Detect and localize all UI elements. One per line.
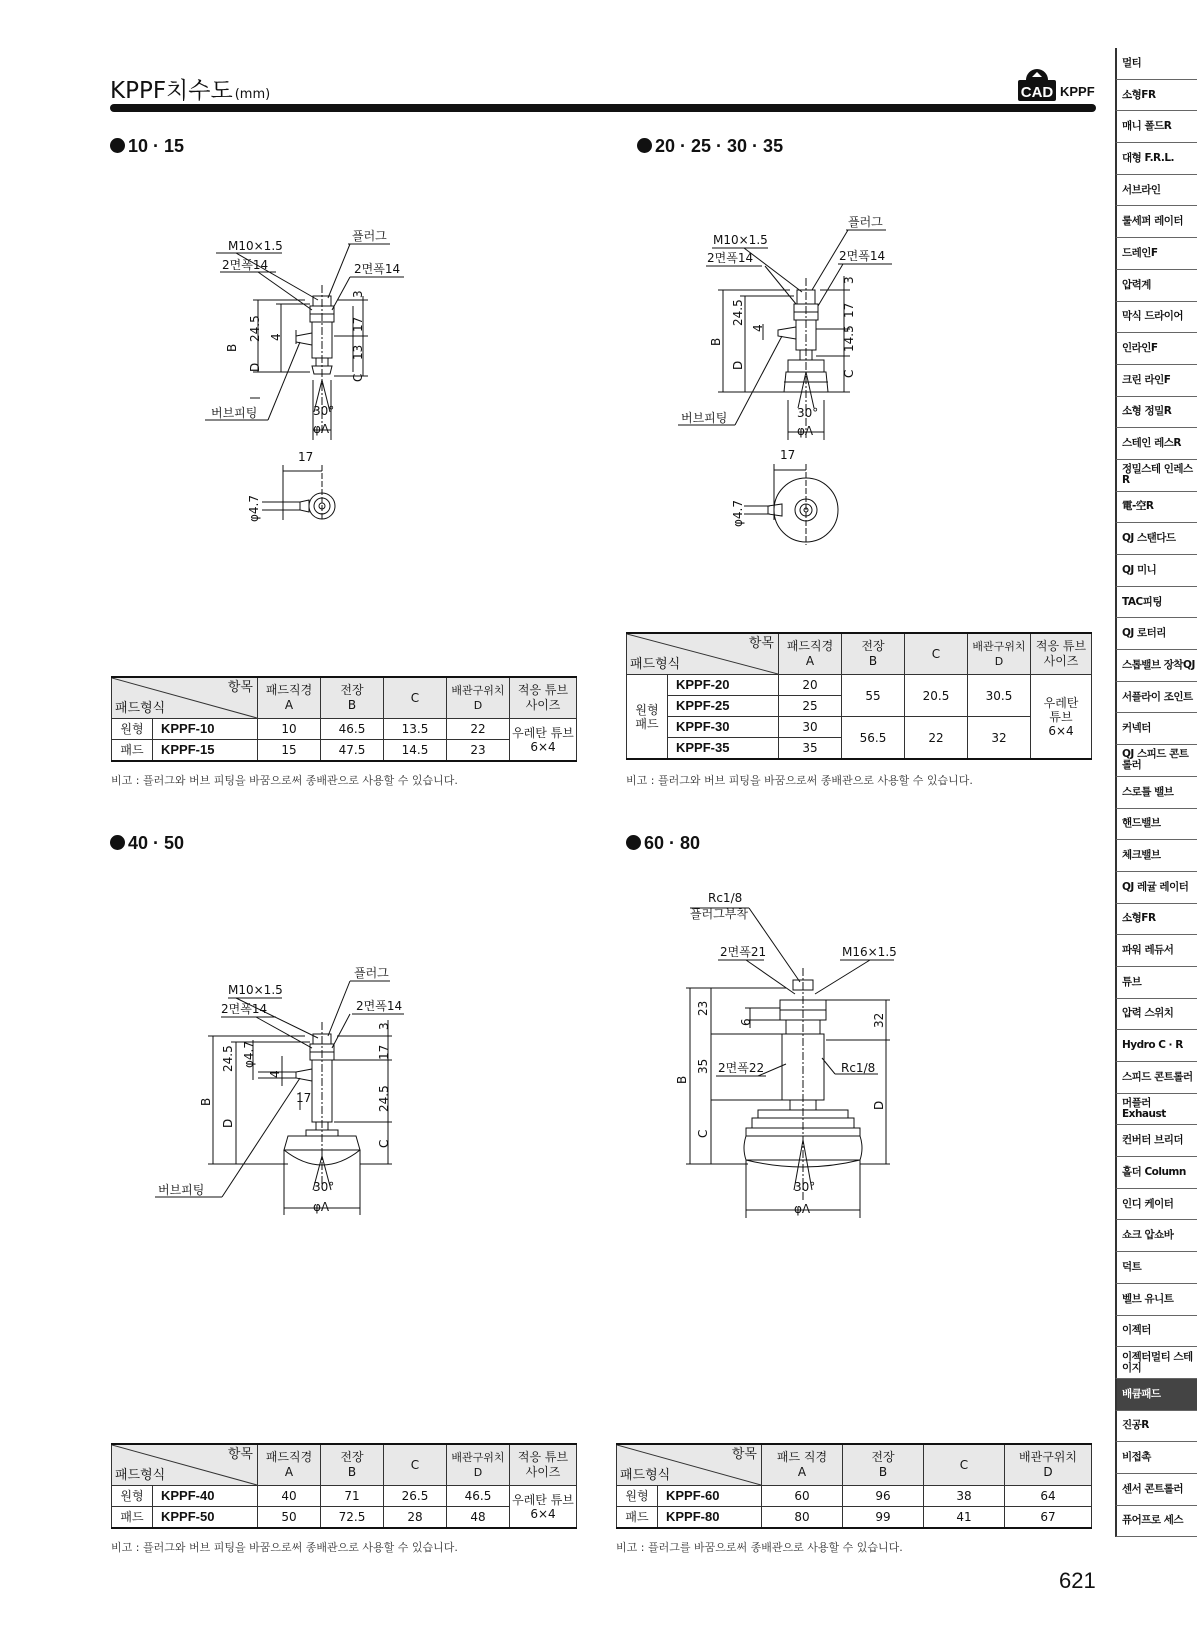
group-label: 원형 [112, 1486, 153, 1507]
cell: 96 [843, 1486, 924, 1507]
sidebar-item[interactable]: 룰세퍼 레이터 [1115, 206, 1197, 238]
section-title-2 [637, 136, 783, 157]
d1-c: C [351, 373, 365, 382]
d2-fitting: 버브피팅 [681, 411, 728, 425]
d3-b: B [199, 1097, 213, 1106]
d4-phiA: φA [794, 1202, 811, 1216]
table-header-row [112, 677, 577, 719]
note-4: 비고 : 플러그를 바꿈으로써 종배관으로 사용할 수 있습니다. [616, 1541, 903, 1554]
d3-v17: 17 [377, 1044, 391, 1060]
d4-rc-side: Rc1/8 [841, 1061, 876, 1075]
cell: 13.5 [384, 719, 447, 740]
spec-table-40-50 [111, 1443, 577, 1529]
d1-v17: 17 [351, 316, 365, 332]
col-d: 배관구위치 D [1005, 1444, 1092, 1486]
sidebar-item[interactable]: QJ 레귤 레이터 [1115, 872, 1197, 904]
table-row [627, 717, 1092, 738]
sidebar-item[interactable]: 핸드밸브 [1115, 809, 1197, 841]
sidebar-item[interactable]: 멀티 [1115, 48, 1197, 80]
sidebar-item[interactable]: 대형 F.R.L. [1115, 143, 1197, 175]
table-header-row [112, 1444, 577, 1486]
d3-plug: 플러그 [354, 966, 389, 980]
col-tube: 적응 튜브 사이즈 [510, 677, 577, 719]
sidebar-item[interactable]: 서플라이 조인트 [1115, 682, 1197, 714]
d2-v4: 4 [751, 324, 765, 332]
title-unit: (mm) [234, 87, 271, 102]
col-c: C [384, 677, 447, 719]
cell: 48 [447, 1507, 510, 1529]
model-cell: KPPF-30 [668, 717, 779, 738]
d3-d: D [221, 1118, 235, 1128]
header-diagonal [627, 633, 779, 675]
d4-c: C [696, 1129, 710, 1138]
cell: 23 [447, 740, 510, 762]
d1-v4: 4 [269, 333, 283, 341]
tube-cell: 우레탄 튜브 6×4 [510, 719, 577, 762]
d3-v4: 4 [268, 1070, 282, 1078]
cell: 47.5 [321, 740, 384, 762]
d3-phi47: φ4.7 [242, 1041, 256, 1068]
sidebar-item[interactable]: 소형 정밀R [1115, 397, 1197, 429]
table-row [617, 1507, 1092, 1529]
d1-v13: 13 [351, 344, 365, 360]
cell: 41 [924, 1507, 1005, 1529]
header-type: 패드형식 [115, 1468, 166, 1483]
d1-phi47: φ4.7 [247, 495, 261, 522]
col-b: 전장 B [842, 633, 905, 675]
table-header-row [627, 633, 1092, 675]
sidebar-item[interactable]: 압력계 [1115, 270, 1197, 302]
header-rule [110, 104, 1096, 112]
sidebar-item[interactable]: 머플러 Exhaust [1115, 1094, 1197, 1126]
sidebar-item[interactable]: 이젝터멀티 스테이지 [1115, 1347, 1197, 1379]
sidebar-item[interactable]: 電-空R [1115, 492, 1197, 524]
cell: 14.5 [384, 740, 447, 762]
group-label: 원형 [617, 1486, 658, 1507]
d3-c: C [377, 1139, 391, 1148]
cell: 56.5 [842, 717, 905, 760]
col-d: 배관구위치 D [447, 1444, 510, 1486]
sidebar-item[interactable]: QJ 스피드 콘트롤러 [1115, 745, 1197, 777]
header-diagonal [112, 1444, 258, 1486]
header-item: 항목 [748, 636, 774, 651]
d3-fitting: 버브피팅 [158, 1183, 205, 1197]
table-row [112, 740, 577, 762]
section-label: 10 · 15 [128, 136, 185, 156]
category-sidebar [1115, 48, 1197, 1537]
d2-w17: 17 [780, 448, 796, 462]
d1-plug: 플러그 [352, 229, 387, 243]
d4-d: D [872, 1100, 886, 1110]
col-a: 패드직경 A [258, 677, 321, 719]
d4-v23: 23 [696, 1000, 710, 1016]
d2-phiA: φA [797, 424, 814, 438]
cell: 67 [1005, 1507, 1092, 1529]
sidebar-item[interactable]: 서브라인 [1115, 175, 1197, 207]
d4-plug-att: 플러그부착 [690, 907, 748, 921]
table-header-row [617, 1444, 1092, 1486]
d3-hex1: 2면폭14 [221, 1002, 268, 1016]
d4-hex21: 2면폭21 [720, 945, 767, 959]
sidebar-item[interactable]: 크린 라인F [1115, 365, 1197, 397]
d3-phiA: φA [313, 1200, 330, 1214]
model-cell: KPPF-60 [658, 1486, 762, 1507]
sidebar-item[interactable]: 정밀스테 인레스R [1115, 460, 1197, 492]
sidebar-item[interactable]: QJ 스탠다드 [1115, 523, 1197, 555]
sidebar-item[interactable]: 소형FR [1115, 904, 1197, 936]
cell: 72.5 [321, 1507, 384, 1529]
cell: 30 [779, 717, 842, 738]
spec-table-60-80 [616, 1443, 1092, 1529]
d1-hex2: 2면폭14 [354, 262, 401, 276]
cad-label: CAD [1020, 84, 1054, 101]
sidebar-item[interactable]: TAC피팅 [1115, 587, 1197, 619]
model-label: KPPF [1060, 84, 1095, 99]
col-c: C [905, 633, 968, 675]
sidebar-item[interactable]: 파워 레듀서 [1115, 935, 1197, 967]
sidebar-item[interactable]: 진공R [1115, 1411, 1197, 1443]
d4-v32: 32 [872, 1012, 886, 1028]
d1-v245: 24.5 [248, 315, 262, 342]
header-type: 패드형식 [630, 657, 681, 672]
group-label: 원형 패드 [627, 675, 668, 760]
sidebar-item[interactable]: QJ 미니 [1115, 555, 1197, 587]
group-label: 패드 [617, 1507, 658, 1529]
model-cell: KPPF-40 [153, 1486, 258, 1507]
note-2: 비고 : 플러그와 버브 피팅을 바꿈으로써 종배관으로 사용할 수 있습니다. [626, 774, 973, 787]
note-1: 비고 : 플러그와 버브 피팅을 바꿈으로써 종배관으로 사용할 수 있습니다. [111, 774, 458, 787]
d1-fitting: 버브피팅 [211, 406, 258, 420]
section-label: 40 · 50 [128, 833, 185, 853]
col-a: 패드직경 A [258, 1444, 321, 1486]
sidebar-item[interactable]: 매니 폴드R [1115, 111, 1197, 143]
header-item: 항목 [227, 680, 253, 695]
cell: 64 [1005, 1486, 1092, 1507]
d1-hex1: 2면폭14 [222, 258, 269, 272]
d3-v17b: 17 [296, 1091, 312, 1105]
cell: 10 [258, 719, 321, 740]
cell: 25 [779, 696, 842, 717]
cell: 99 [843, 1507, 924, 1529]
spec-table-20-35 [626, 632, 1092, 760]
d2-plug: 플러그 [848, 215, 883, 229]
d1-thread: M10×1.5 [228, 239, 283, 253]
d3-thread: M10×1.5 [228, 983, 283, 997]
cell: 26.5 [384, 1486, 447, 1507]
sidebar-item[interactable]: 센서 콘트롤러 [1115, 1474, 1197, 1506]
cell: 60 [762, 1486, 843, 1507]
sidebar-item[interactable]: QJ 로터리 [1115, 618, 1197, 650]
sidebar-item[interactable]: 스피드 콘트롤러 [1115, 1062, 1197, 1094]
page-title [110, 72, 270, 105]
header-diagonal [112, 677, 258, 719]
d2-phi47: φ4.7 [731, 500, 745, 527]
col-a: 패드 직경 A [762, 1444, 843, 1486]
section-label: 20 · 25 · 30 · 35 [655, 136, 784, 156]
d3-v3: 3 [377, 1022, 391, 1030]
header-diagonal [617, 1444, 762, 1486]
d1-d: D [248, 362, 262, 372]
cell: 50 [258, 1507, 321, 1529]
cell: 20.5 [905, 675, 968, 717]
d2-hex2: 2면폭14 [839, 249, 886, 263]
sidebar-item[interactable]: Hydro C · R [1115, 1030, 1197, 1062]
d4-v6: 6 [739, 1018, 753, 1026]
sidebar-item[interactable]: 드레인F [1115, 238, 1197, 270]
bullet-icon [637, 138, 652, 153]
section-title-3 [110, 833, 184, 854]
cell: 55 [842, 675, 905, 717]
cell: 38 [924, 1486, 1005, 1507]
sidebar-item[interactable]: 소형FR [1115, 80, 1197, 112]
section-title-4 [626, 833, 700, 854]
tube-cell: 우레탄 튜브 6×4 [510, 1486, 577, 1529]
sidebar-item[interactable]: 컨버터 브리더 [1115, 1125, 1197, 1157]
d2-b: B [709, 337, 723, 346]
group-label: 패드 [112, 740, 153, 762]
d4-angle: 30° [794, 1180, 816, 1194]
d1-w17: 17 [298, 450, 314, 464]
col-c: C [384, 1444, 447, 1486]
table-row [112, 1507, 577, 1529]
model-cell: KPPF-50 [153, 1507, 258, 1529]
cell: 46.5 [321, 719, 384, 740]
col-d: 배관구위치 D [968, 633, 1031, 675]
sidebar-item[interactable]: 튜브 [1115, 967, 1197, 999]
d4-thread: M16×1.5 [842, 945, 897, 959]
sidebar-item[interactable]: 인디 케이터 [1115, 1189, 1197, 1221]
cell: 28 [384, 1507, 447, 1529]
cell: 35 [779, 738, 842, 760]
cell: 20 [779, 675, 842, 696]
d4-v35: 35 [696, 1058, 710, 1074]
col-tube: 적응 튜브 사이즈 [510, 1444, 577, 1486]
sidebar-item[interactable]: 덕트 [1115, 1252, 1197, 1284]
sidebar-item[interactable]: 커넥터 [1115, 713, 1197, 745]
cell: 71 [321, 1486, 384, 1507]
d4-rc-top: Rc1/8 [708, 891, 743, 905]
title-text: KPPF치수도 [110, 78, 233, 104]
group-label: 패드 [112, 1507, 153, 1529]
sidebar-item[interactable]: 홀더 Column [1115, 1157, 1197, 1189]
d3-hex2: 2면폭14 [356, 999, 403, 1013]
d3-v245b: 24.5 [377, 1085, 391, 1112]
sidebar-item[interactable]: 압력 스위치 [1115, 999, 1197, 1031]
col-b: 전장 B [321, 677, 384, 719]
page-number: 621 [1059, 1568, 1096, 1593]
sidebar-item[interactable]: 스로틀 밸브 [1115, 777, 1197, 809]
bullet-icon [110, 138, 125, 153]
cell: 46.5 [447, 1486, 510, 1507]
col-c: C [924, 1444, 1005, 1486]
d3-angle: 30° [313, 1180, 335, 1194]
d1-v3: 3 [351, 290, 365, 298]
cell: 80 [762, 1507, 843, 1529]
header-item: 항목 [227, 1447, 253, 1462]
d1-b: B [225, 343, 239, 352]
cell: 22 [447, 719, 510, 740]
d2-angle: 30° [797, 406, 819, 420]
spec-table-10-15 [111, 676, 577, 762]
d3-v245: 24.5 [221, 1045, 235, 1072]
sidebar-item[interactable]: 쇼크 압쇼바 [1115, 1220, 1197, 1252]
sidebar-item[interactable]: 벨브 유니트 [1115, 1284, 1197, 1316]
table-row [627, 675, 1092, 696]
table-row [617, 1486, 1092, 1507]
d2-hex1: 2면폭14 [707, 251, 754, 265]
d1-phiA: φA [313, 422, 330, 436]
model-cell: KPPF-35 [668, 738, 779, 760]
sidebar-item[interactable]: 스테인 레스R [1115, 428, 1197, 460]
model-cell: KPPF-80 [658, 1507, 762, 1529]
col-a: 패드직경 A [779, 633, 842, 675]
table-row [112, 719, 577, 740]
d2-v145: 14.5 [842, 325, 856, 352]
bullet-icon [110, 835, 125, 850]
sidebar-item[interactable]: 배큠패드 [1115, 1379, 1197, 1411]
d2-v3: 3 [842, 276, 856, 284]
cad-icon[interactable] [1018, 66, 1056, 101]
model-cell: KPPF-20 [668, 675, 779, 696]
bullet-icon [626, 835, 641, 850]
d2-c: C [842, 369, 856, 378]
model-cell: KPPF-25 [668, 696, 779, 717]
col-tube: 적응 튜브 사이즈 [1031, 633, 1092, 675]
cell: 40 [258, 1486, 321, 1507]
d4-b: B [675, 1075, 689, 1084]
cell: 32 [968, 717, 1031, 760]
d2-d: D [731, 360, 745, 370]
model-cell: KPPF-10 [153, 719, 258, 740]
header-item: 항목 [731, 1447, 757, 1462]
d1-angle: 30° [313, 404, 335, 418]
model-cell: KPPF-15 [153, 740, 258, 762]
cell: 30.5 [968, 675, 1031, 717]
col-b: 전장 B [321, 1444, 384, 1486]
d2-v17: 17 [842, 302, 856, 318]
sidebar-item[interactable]: 막식 드라이어 [1115, 302, 1197, 334]
sidebar-item[interactable]: 체크밸브 [1115, 840, 1197, 872]
group-label: 원형 [112, 719, 153, 740]
sidebar-item[interactable]: 스톱밸브 장착QJ [1115, 650, 1197, 682]
note-3: 비고 : 플러그와 버브 피팅을 바꿈으로써 종배관으로 사용할 수 있습니다. [111, 1541, 458, 1554]
d2-v245: 24.5 [731, 299, 745, 326]
table-row [112, 1486, 577, 1507]
header-type: 패드형식 [620, 1468, 671, 1483]
tube-cell: 우레탄 튜브 6×4 [1031, 675, 1092, 760]
sidebar-item[interactable]: 인라인F [1115, 333, 1197, 365]
cell: 15 [258, 740, 321, 762]
sidebar-item[interactable]: 퓨어프로 세스 [1115, 1506, 1197, 1538]
section-title-1 [110, 136, 184, 157]
cell: 22 [905, 717, 968, 760]
d2-thread: M10×1.5 [713, 233, 768, 247]
section-label: 60 · 80 [644, 833, 701, 853]
header-type: 패드형식 [115, 701, 166, 716]
col-d: 배관구위치 D [447, 677, 510, 719]
sidebar-item[interactable]: 비접촉 [1115, 1442, 1197, 1474]
sidebar-item[interactable]: 이젝터 [1115, 1316, 1197, 1348]
col-b: 전장 B [843, 1444, 924, 1486]
d4-hex22: 2면폭22 [718, 1061, 765, 1075]
